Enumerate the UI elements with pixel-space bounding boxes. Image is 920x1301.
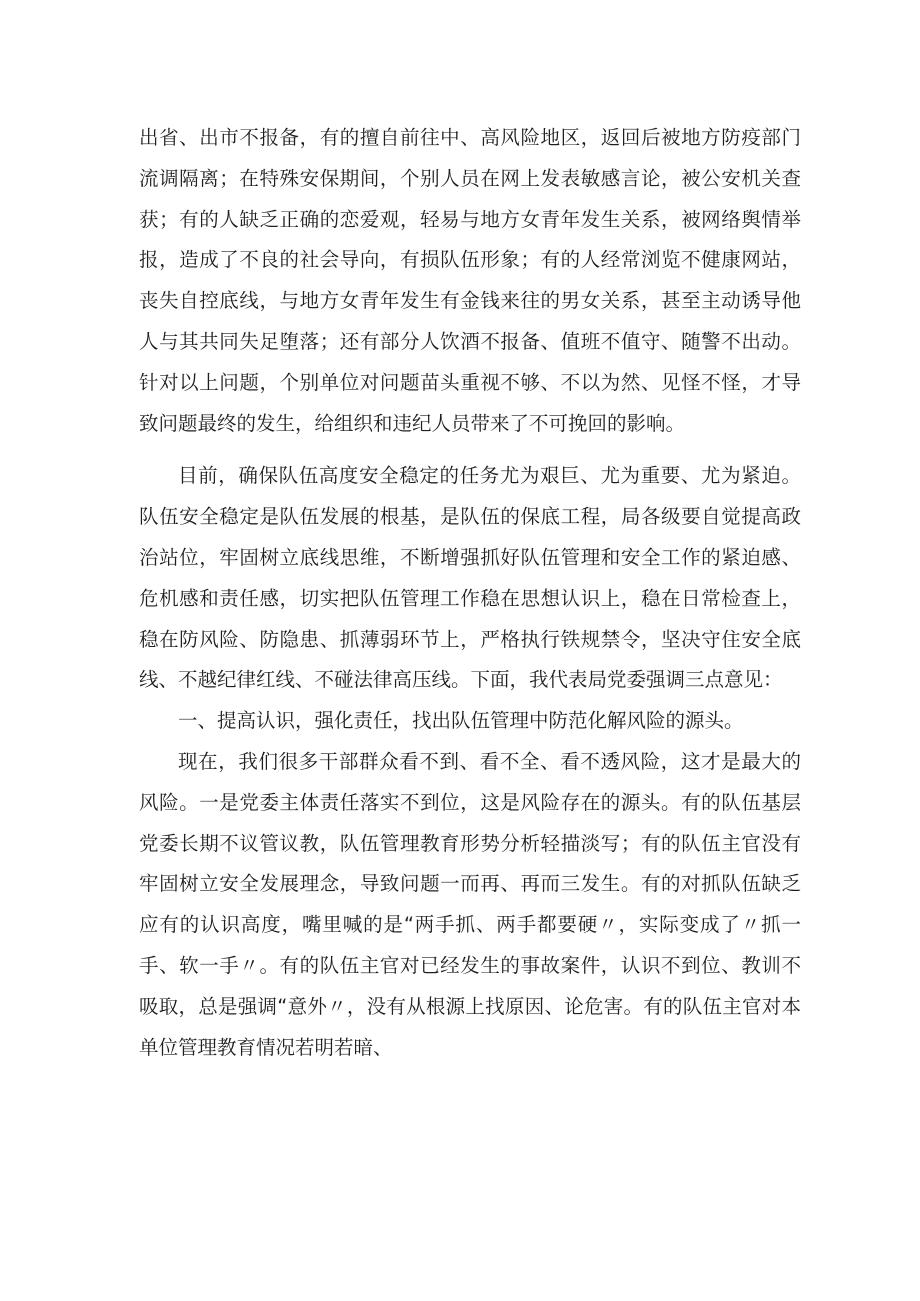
body-paragraph: 目前，确保队伍高度安全稳定的任务尤为艰巨、尤为重要、尤为紧迫。队伍安全稳定是队伍发展的根基，是队伍的保底工程，局各级要自觉提高政治站位，牢固树立底线思维，不断增强抓好队伍管理和安全工作的紧迫感、危机感和责任感，切实把队伍管理工作稳在思想认识上，稳在日常检查上，稳在防风险、防隐患、抓薄弱环节上，严格执行铁规禁令，坚决守住安全底线、不越纪律红线、不碰法律高压线。下面，我代表局党委强调三点意见： xyxy=(139,464,801,692)
body-paragraph: 现在，我们很多干部群众看不到、看不全、看不透风险，这才是最大的风险。一是党委主体责任落实不到位，这是风险存在的源头。有的队伍基层党委长期不议管议教，队伍管理教育形势分析轻描淡写；有的队伍主官没有牢固树立安全发展理念，导致问题一而再、再而三发生。有的对抓队伍缺乏应有的认识高度，嘴里喊的是“两手抓、两手都要硬〃，实际变成了〃抓一手、软一手〃。有的队伍主官对已经发生的事故案件，认识不到位、教训不吸取，总是强调“意外〃，没有从根源上找原因、论危害。有的队伍主官对本单位管理教育情况若明若暗、 xyxy=(139,749,801,1059)
section-heading: 一、提高认识，强化责任，找出队伍管理中防范化解风险的源头。 xyxy=(178,709,744,733)
document-page xyxy=(139,118,801,1068)
body-paragraph-continued: 出省、出市不报备，有的擅自前往中、高风险地区，返回后被地方防疫部门流调隔离；在特殊安保期间，个别人员在网上发表敏感言论，被公安机关查获；有的人缺乏正确的恋爱观，轻易与地方女青年发生关系，被网络舆情举报，造成了不良的社会导向，有损队伍形象；有的人经常浏览不健康网站，丧失自控底线，与地方女青年发生有金钱来往的男女关系，甚至主动诱导他人与其共同失足堕落；还有部分人饮酒不报备、值班不值守、随警不出动。针对以上问题，个别单位对问题苗头重视不够、不以为然、见怪不怪，才导致问题最终的发生，给组织和违纪人员带来了不可挽回的影响。 xyxy=(139,126,801,435)
